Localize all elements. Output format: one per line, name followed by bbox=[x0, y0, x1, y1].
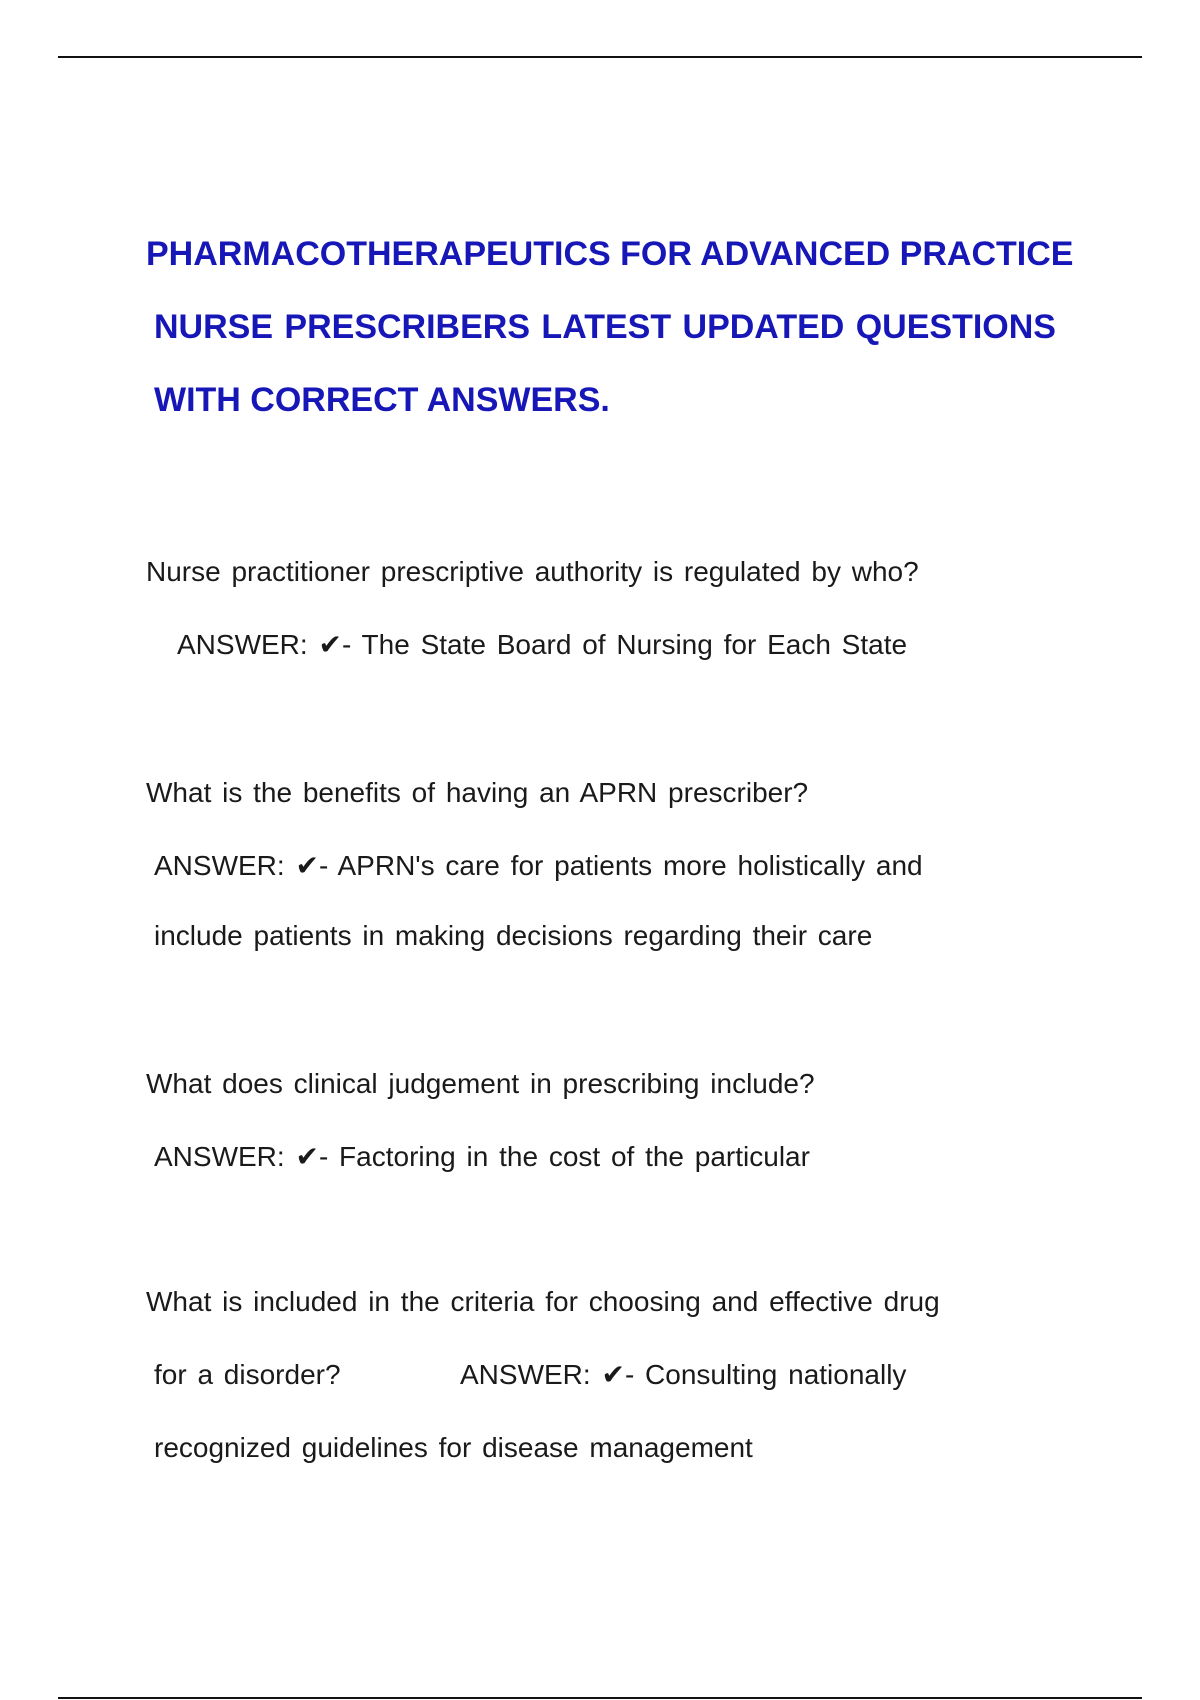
title-line-2: NURSE PRESCRIBERS LATEST UPDATED QUESTIONS bbox=[154, 308, 1056, 346]
answer-1 bbox=[177, 627, 907, 663]
check-icon: ✔ bbox=[601, 1358, 625, 1391]
answer-3 bbox=[154, 1139, 810, 1175]
check-icon: ✔ bbox=[295, 1140, 319, 1173]
bottom-rule bbox=[58, 1697, 1142, 1699]
answer-2-continued: include patients in making decisions regarding their care bbox=[154, 920, 873, 951]
answer-2 bbox=[154, 848, 923, 884]
answer-text: - The State Board of Nursing for Each State bbox=[341, 629, 908, 660]
question-4-continued: for a disorder? bbox=[154, 1359, 341, 1390]
answer-text: - Factoring in the cost of the particular bbox=[318, 1141, 810, 1172]
answer-label: ANSWER: bbox=[154, 1141, 285, 1172]
question-4: What is included in the criteria for choosing and effective drug bbox=[146, 1286, 940, 1317]
answer-text: - APRN's care for patients more holistically and bbox=[318, 850, 923, 881]
answer-4 bbox=[460, 1357, 906, 1393]
answer-text: - Consulting nationally bbox=[624, 1359, 907, 1390]
title-line-1: PHARMACOTHERAPEUTICS FOR ADVANCED PRACTICE bbox=[146, 235, 1074, 273]
title-line-3: WITH CORRECT ANSWERS. bbox=[154, 381, 610, 419]
answer-label: ANSWER: bbox=[177, 629, 308, 660]
question-3: What does clinical judgement in prescribing include? bbox=[146, 1068, 815, 1099]
question-2: What is the benefits of having an APRN prescriber? bbox=[146, 777, 809, 808]
document-title bbox=[146, 218, 1074, 437]
answer-label: ANSWER: bbox=[154, 850, 285, 881]
question-1: Nurse practitioner prescriptive authority is regulated by who? bbox=[146, 556, 919, 587]
top-rule bbox=[58, 56, 1142, 58]
check-icon: ✔ bbox=[295, 849, 319, 882]
check-icon: ✔ bbox=[318, 628, 342, 661]
answer-4-continued: recognized guidelines for disease management bbox=[154, 1432, 753, 1463]
answer-label: ANSWER: bbox=[460, 1359, 591, 1390]
